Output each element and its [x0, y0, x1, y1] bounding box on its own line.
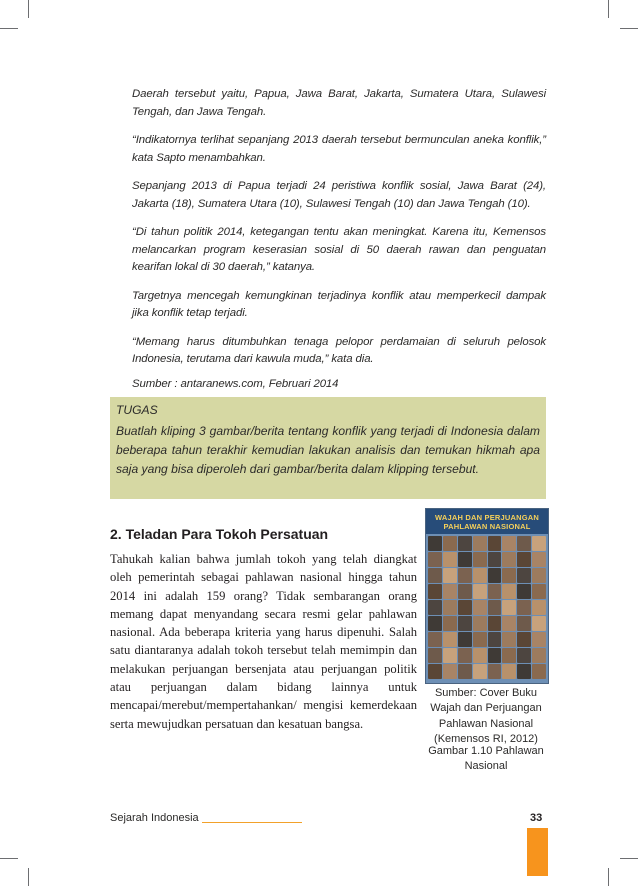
- portrait-thumbnail: [502, 536, 516, 551]
- crop-mark: [28, 0, 29, 18]
- portrait-thumbnail: [458, 552, 472, 567]
- portrait-thumbnail: [458, 664, 472, 679]
- portrait-thumbnail: [532, 552, 546, 567]
- crop-mark: [0, 28, 18, 29]
- portrait-thumbnail: [443, 584, 457, 599]
- portrait-thumbnail: [517, 536, 531, 551]
- portrait-thumbnail: [488, 648, 502, 663]
- portrait-thumbnail: [532, 536, 546, 551]
- portrait-thumbnail: [443, 552, 457, 567]
- portrait-thumbnail: [488, 568, 502, 583]
- portrait-thumbnail: [458, 568, 472, 583]
- quote-paragraph: Sepanjang 2013 di Papua terjadi 24 peristiwa konflik sosial, Jawa Barat (24), Jakarta (18), Sumatera Utara (10), Sulawesi Tengah (10) dan Jawa Tengah (10).: [132, 180, 546, 210]
- portrait-thumbnail: [517, 584, 531, 599]
- footer-book-title: Sejarah Indonesia: [110, 812, 199, 824]
- portrait-thumbnail: [532, 600, 546, 615]
- portrait-thumbnail: [428, 584, 442, 599]
- crop-mark: [620, 28, 638, 29]
- portrait-thumbnail: [428, 648, 442, 663]
- tugas-title: TUGAS: [116, 403, 158, 417]
- portrait-thumbnail: [488, 536, 502, 551]
- portrait-thumbnail: [517, 664, 531, 679]
- portrait-thumbnail: [488, 632, 502, 647]
- crop-mark: [608, 0, 609, 18]
- portrait-thumbnail: [532, 568, 546, 583]
- portrait-thumbnail: [488, 664, 502, 679]
- portrait-thumbnail: [502, 632, 516, 647]
- portrait-thumbnail: [443, 648, 457, 663]
- portrait-thumbnail: [443, 568, 457, 583]
- portrait-thumbnail: [428, 600, 442, 615]
- section-heading: 2. Teladan Para Tokoh Persatuan: [110, 526, 329, 542]
- portrait-thumbnail: [502, 648, 516, 663]
- portrait-thumbnail: [488, 616, 502, 631]
- portrait-thumbnail: [532, 664, 546, 679]
- portrait-thumbnail: [458, 632, 472, 647]
- news-quote-block: [132, 86, 546, 404]
- footer-rule: [202, 822, 302, 823]
- portrait-thumbnail: [428, 536, 442, 551]
- portrait-thumbnail: [428, 568, 442, 583]
- portrait-thumbnail: [458, 600, 472, 615]
- portrait-thumbnail: [458, 536, 472, 551]
- portrait-thumbnail: [443, 616, 457, 631]
- portrait-thumbnail: [473, 664, 487, 679]
- quote-paragraph: Daerah tersebut yaitu, Papua, Jawa Barat, Jakarta, Sumatera Utara, Sulawesi Tengah, dan Jawa Tengah.: [132, 88, 546, 118]
- section-body-text: Tahukah kalian bahwa jumlah tokoh yang telah diangkat oleh pemerintah sebagai pahlawan nasional hingga tahun 2014 ini adalah 159 orang? Tidak sembarangan orang memang dapat menyandang secara resmi gelar pahlawan nasional. Ada beberapa kriteria yang harus dipenuhi. Salah satu diantaranya adalah tokoh tersebut telah memimpin dan melakukan perjuangan bersenjata atau perjuangan politik atau perjuangan dalam bidang lainnya untuk mencapai/merebut/mempertahankan/ mengisi kemerdekaan serta mewujudkan persatuan dan kesatuan bangsa.: [110, 552, 417, 731]
- portrait-thumbnail: [458, 648, 472, 663]
- portrait-thumbnail: [443, 600, 457, 615]
- portrait-thumbnail: [473, 552, 487, 567]
- portrait-thumbnail: [458, 616, 472, 631]
- portrait-thumbnail: [502, 616, 516, 631]
- portrait-thumbnail: [532, 632, 546, 647]
- portrait-thumbnail: [502, 664, 516, 679]
- figure-caption: Gambar 1.10 Pahlawan Nasional: [428, 745, 544, 773]
- portrait-thumbnail: [517, 616, 531, 631]
- page-edge-tab: [527, 828, 548, 876]
- portrait-thumbnail: [428, 616, 442, 631]
- portrait-thumbnail: [473, 536, 487, 551]
- cover-title: WAJAH DAN PERJUANGAN PAHLAWAN NASIONAL: [426, 509, 548, 534]
- portrait-thumbnail: [517, 648, 531, 663]
- tugas-body: Buatlah kliping 3 gambar/berita tentang konflik yang terjadi di Indonesia dalam beberapa tahun terakhir kemudian lakukan analisis dan temukan hikmah apa saja yang bisa diperoleh dari gambar/berita dalam klipping tersebut.: [116, 424, 540, 476]
- quote-paragraph: “Indikatornya terlihat sepanjang 2013 daerah tersebut bermunculan aneka konflik,” kata Sapto menambahkan.: [132, 134, 546, 164]
- portrait-thumbnail: [517, 632, 531, 647]
- portrait-thumbnail: [443, 536, 457, 551]
- crop-mark: [0, 858, 18, 859]
- page-number: 33: [530, 812, 543, 824]
- portrait-thumbnail: [443, 664, 457, 679]
- figure-source-caption: Sumber: Cover Buku Wajah dan Perjuangan Pahlawan Nasional (Kemensos RI, 2012): [430, 687, 542, 745]
- portrait-thumbnail: [473, 568, 487, 583]
- portrait-thumbnail: [532, 648, 546, 663]
- crop-mark: [28, 868, 29, 886]
- portrait-thumbnail: [532, 616, 546, 631]
- quote-source: Sumber : antaranews.com, Februari 2014: [132, 377, 339, 390]
- portrait-thumbnail: [502, 568, 516, 583]
- quote-paragraph: “Di tahun politik 2014, ketegangan tentu akan meningkat. Karena itu, Kemensos melancarkan program keserasian sosial di 50 daerah rawan dan penguatan kearifan lokal di 30 daerah,” katanya.: [132, 226, 546, 273]
- book-cover-image: [425, 508, 549, 684]
- portrait-thumbnail: [488, 600, 502, 615]
- crop-mark: [620, 858, 638, 859]
- quote-paragraph: “Memang harus ditumbuhkan tenaga pelopor perdamaian di seluruh pelosok Indonesia, terutama dari kawula muda,” kata dia.: [132, 335, 546, 365]
- portrait-thumbnail: [502, 600, 516, 615]
- portrait-thumbnail: [428, 632, 442, 647]
- portrait-thumbnail: [428, 664, 442, 679]
- portrait-thumbnail: [517, 600, 531, 615]
- portrait-thumbnail: [517, 568, 531, 583]
- portrait-thumbnail: [473, 600, 487, 615]
- portrait-thumbnail: [488, 584, 502, 599]
- portrait-thumbnail: [473, 616, 487, 631]
- portrait-thumbnail: [428, 552, 442, 567]
- portrait-thumbnail: [443, 632, 457, 647]
- portrait-thumbnail: [517, 552, 531, 567]
- crop-mark: [608, 868, 609, 886]
- portrait-thumbnail: [473, 584, 487, 599]
- quote-paragraph: Targetnya mencegah kemungkinan terjadinya konflik atau memperkecil dampak jika konflik tetap terjadi.: [132, 289, 546, 319]
- portrait-thumbnail: [473, 648, 487, 663]
- portrait-thumbnail: [502, 584, 516, 599]
- portrait-thumbnail: [532, 584, 546, 599]
- portrait-thumbnail: [488, 552, 502, 567]
- portrait-thumbnail: [502, 552, 516, 567]
- tugas-box: [110, 397, 546, 499]
- portrait-thumbnail: [458, 584, 472, 599]
- portrait-thumbnail: [473, 632, 487, 647]
- portrait-grid: [426, 534, 548, 681]
